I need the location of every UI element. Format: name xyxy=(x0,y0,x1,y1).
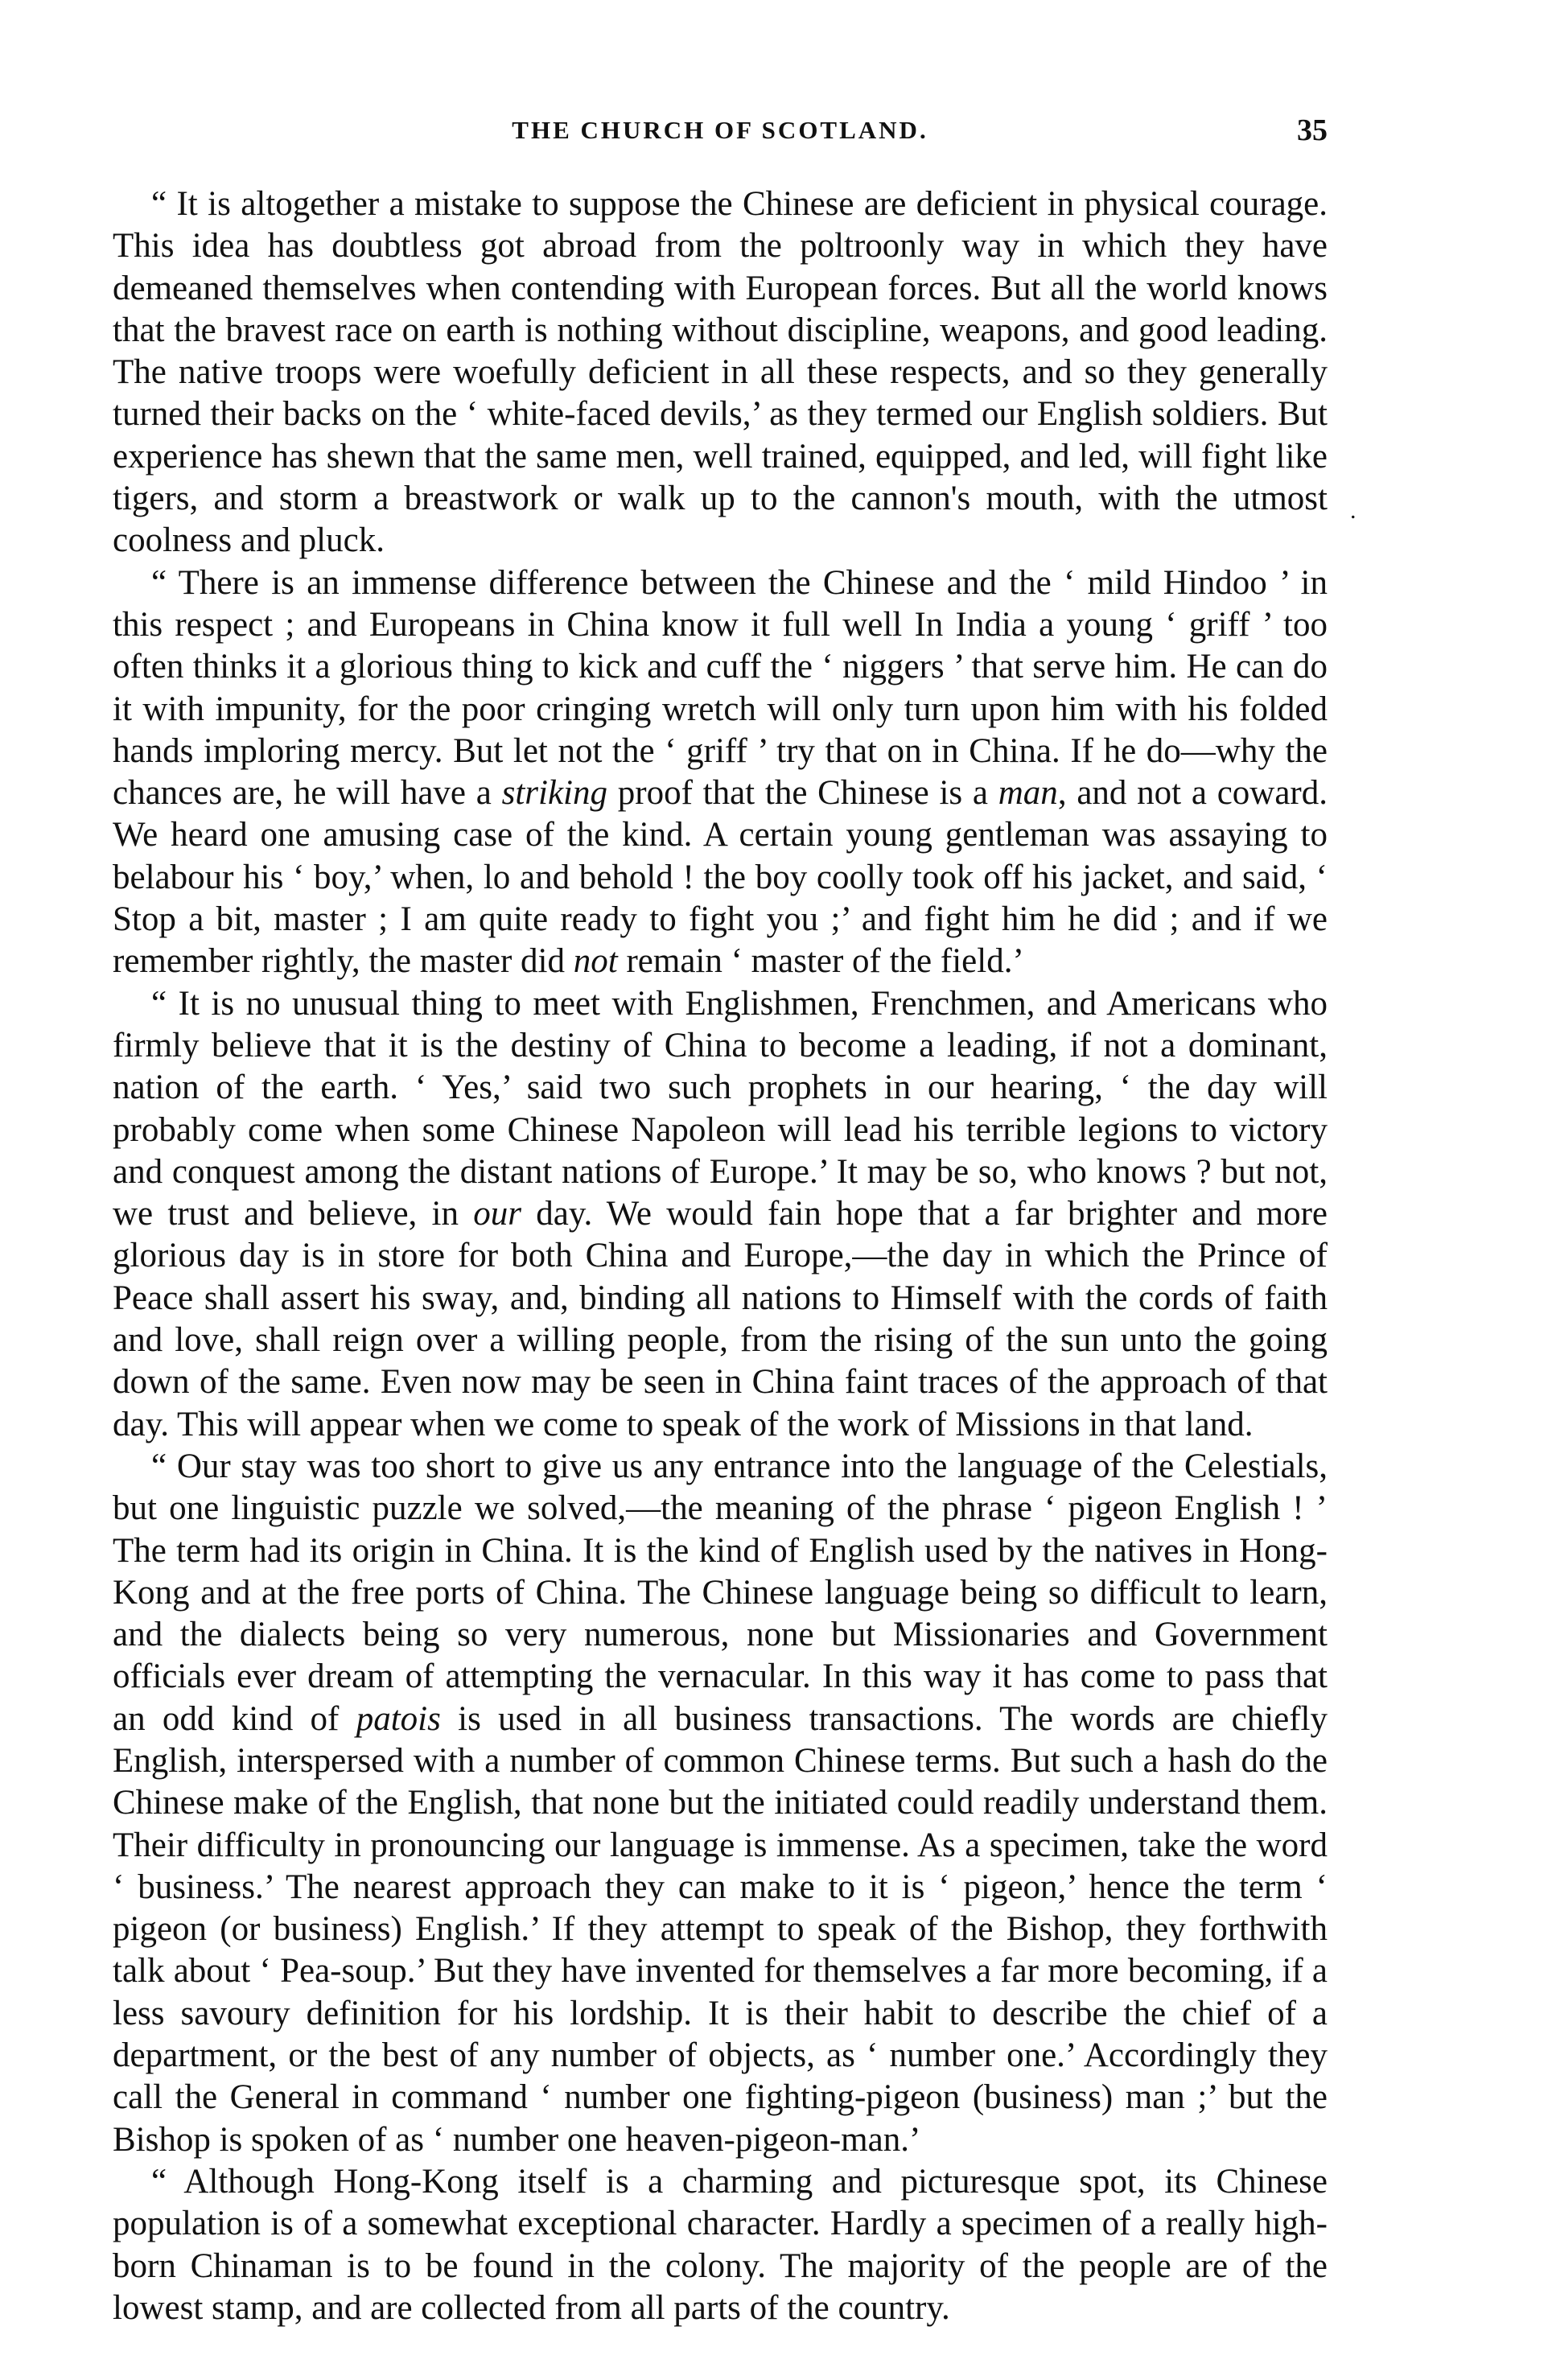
paragraph-text: , and not a coward. We heard one amusing case of the kind. A certain young gentleman was assaying to belabour his ‘ boy,’ when, lo and behold ! the boy coolly took off his jacket, and said, ‘ Stop a bit, master ; I am quite ready to fight you ;’ and fight him he did ; and if we remember rightly, the master did xyxy=(113,774,1328,981)
paragraph-destiny-of-china xyxy=(113,983,1328,1446)
paragraph-text: day. We would fain hope that a far brighter and more glorious day is in store for both China and Europe,—the day in which the Prince of Peace shall assert his sway, and, binding all nations to Himself with the cords of faith and love, shall reign over a willing people, from the rising of the sun unto the going down of the same. Even now may be seen in China faint traces of the approach of that day. This will appear when we come to speak of the work of Missions in that land. xyxy=(113,1195,1328,1443)
paragraph-text: is used in all business transactions. The words are chiefly English, interspersed with a number of common Chinese terms. But such a hash do the Chinese make of the English, that none but the initiated could readily understand them. Their difficulty in pronouncing our language is immense. As a specimen, take the word ‘ business.’ The nearest approach they can make to it is ‘ pigeon,’ hence the term ‘ pigeon (or business) English.’ If they attempt to speak of the Bishop, they forthwith talk about ‘ Pea-soup.’ But they have invented for themselves a far more becoming, if a less savoury definition for his lordship. It is their habit to describe the chief of a department, or the best of any number of objects, as ‘ number one.’ Accordingly they call the General in command ‘ number one fighting-pigeon (business) man ;’ but the Bishop is spoken of as ‘ number one heaven-pigeon-man.’ xyxy=(113,1699,1328,2159)
margin-mark: . xyxy=(1350,497,1356,524)
italic-word: not xyxy=(573,942,618,981)
paragraph-text: “ It is no unusual thing to meet with Englishmen, Frenchmen, and Americans who firmly believe that it is the destiny of China to become a leading, if not a dominant, nation of the earth. ‘ Yes,’ said two such prophets in our hearing, ‘ the day will probably come when some Chinese Napoleon will lead his terrible legions to victory and conquest among the distant nations of Europe.’ It may be so, who knows ? but not, we trust and believe, in xyxy=(113,984,1328,1233)
paragraph-text: “ It is altogether a mistake to suppose the Chinese are deficient in physical courage. This idea has doubtless got abroad from the poltroonly way in which they have demeaned themselves when contending with European forces. But all the world knows that the bravest race on earth is nothing without discipline, weapons, and good leading. The native troops were woefully deficient in all these respects, and so they generally turned their backs on the ‘ white-faced devils,’ as they termed our English soldiers. But experience has shewn that the same men, well trained, equipped, and led, will fight like tigers, and storm a breastwork or walk up to the cannon's mouth, with the utmost coolness and pluck. xyxy=(113,185,1328,560)
paragraph-text: remain ‘ master of the field.’ xyxy=(617,942,1024,981)
italic-word: striking xyxy=(501,774,607,813)
paragraph-pigeon-english xyxy=(113,1446,1328,2161)
paragraph-text: “ Although Hong-Kong itself is a charming and picturesque spot, its Chinese population is of a somewhat exceptional character. Hardly a specimen of a really high-born Chinaman is to be found in the colony. The majority of the people are of the lowest stamp, and are collected from all parts of the country. xyxy=(113,2162,1328,2327)
paragraph-text: “ There is an immense difference between the Chinese and the ‘ mild Hindoo ’ in this respect ; and Europeans in China know it full well In India a young ‘ griff ’ too often thinks it a glorious thing to kick and cuff the ‘ niggers ’ that serve him. He can do it with impunity, for the poor cringing wretch will only turn upon him with his folded hands imploring mercy. But let not the ‘ griff ’ try that on in China. If he do—why the chances are, he will have a xyxy=(113,563,1328,813)
italic-word: man xyxy=(998,774,1058,813)
paragraph-hong-kong-population xyxy=(113,2161,1328,2329)
paragraph-chinese-courage xyxy=(113,183,1328,562)
running-header xyxy=(113,113,1328,153)
paragraph-text: “ Our stay was too short to give us any entrance into the language of the Celestials, but one linguistic puzzle we solved,—the meaning of the phrase ‘ pigeon English ! ’ The term had its origin in China. It is the kind of English used by the natives in Hong-Kong and at the free ports of China. The Chinese language being so difficult to learn, and the dialects being so very numerous, none but Missionaries and Government officials ever dream of attempting the vernacular. In this way it has come to pass that an odd kind of xyxy=(113,1447,1328,1738)
running-title: THE CHURCH OF SCOTLAND. xyxy=(512,116,928,144)
italic-word: our xyxy=(473,1195,521,1233)
paragraph-hindoo-comparison xyxy=(113,562,1328,983)
body-text xyxy=(113,183,1328,2329)
italic-word: patois xyxy=(356,1699,441,1738)
paragraph-text: proof that the Chinese is a xyxy=(607,774,998,813)
page-number: 35 xyxy=(1297,113,1328,147)
